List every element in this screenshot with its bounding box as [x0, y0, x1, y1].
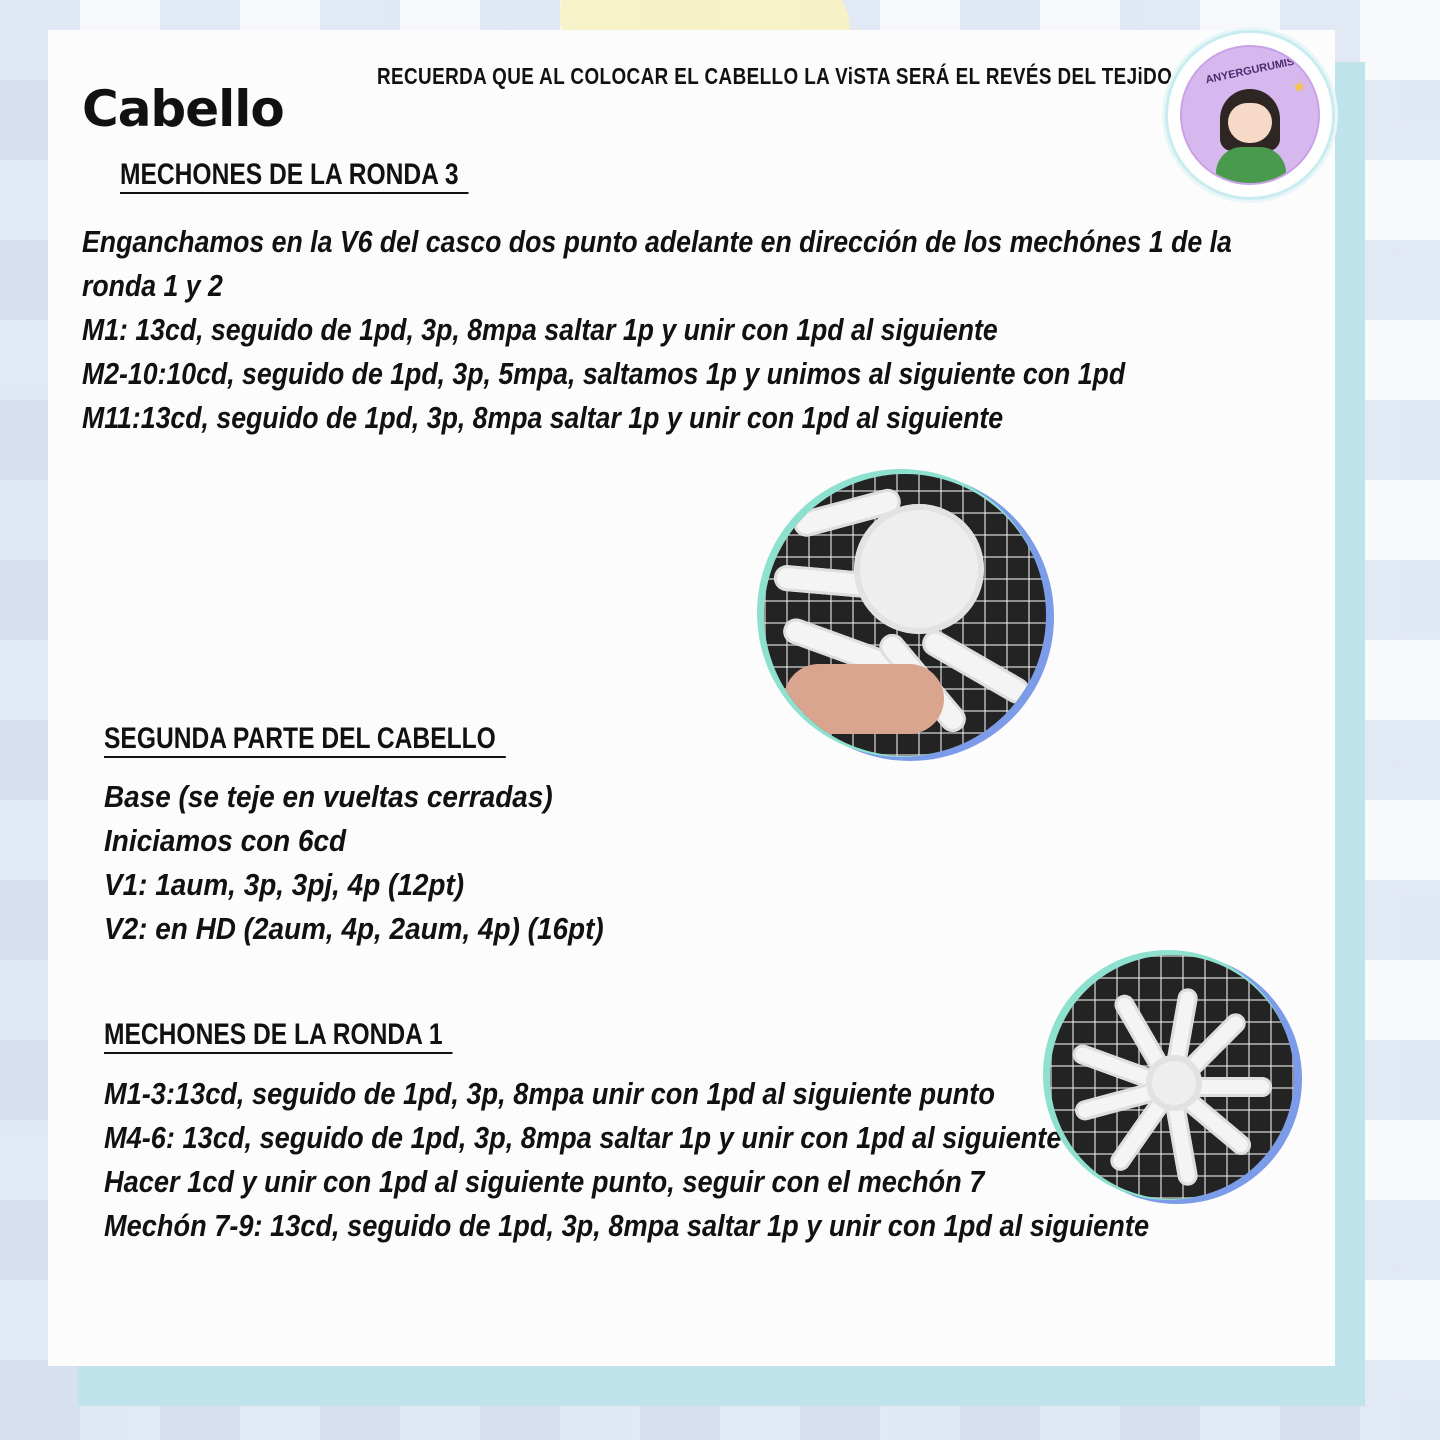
text-line: M1: 13cd, seguido de 1pd, 3p, 8mpa saltar 1p y unir con 1pd al siguiente: [82, 312, 998, 347]
section-heading-segunda-parte: SEGUNDA PARTE DEL CABELLO: [104, 722, 506, 758]
text-line: M4-6: 13cd, seguido de 1pd, 3p, 8mpa saltar 1p y unir con 1pd al siguiente: [104, 1120, 1062, 1155]
section-heading-ronda-3: MECHONES DE LA RONDA 3: [120, 158, 468, 194]
finger-shape: [784, 664, 944, 734]
text-line: M1-3:13cd, seguido de 1pd, 3p, 8mpa unir con 1pd al siguiente punto: [104, 1076, 995, 1111]
text-line: Iniciamos con 6cd: [104, 823, 347, 858]
text-line: Mechón 7-9: 13cd, seguido de 1pd, 3p, 8mpa saltar 1p y unir con 1pd al siguiente: [104, 1208, 1150, 1243]
text-line: V1: 1aum, 3p, 3pj, 4p (12pt): [104, 867, 465, 902]
logo-shirt: [1216, 147, 1286, 185]
section-ronda-1-text: [104, 1072, 1149, 1248]
logo-face: [1228, 103, 1272, 143]
text-line: V2: en HD (2aum, 4p, 2aum, 4p) (16pt): [104, 911, 604, 946]
logo-badge: [1180, 45, 1320, 185]
crochet-base: [854, 504, 984, 634]
section-ronda-3-text: [82, 220, 1232, 440]
text-line: M2-10:10cd, seguido de 1pd, 3p, 5mpa, saltamos 1p y unimos al siguiente con 1pd: [82, 356, 1126, 391]
brand-logo: [1168, 33, 1332, 197]
reminder-note: RECUERDA QUE AL COLOCAR EL CABELLO LA ViSTA SERÁ EL REVÉS DEL TEJiDO: [377, 63, 1173, 89]
text-line: Base (se teje en vueltas cerradas): [104, 779, 553, 814]
page-title: Cabello: [82, 80, 284, 138]
text-line: Enganchamos en la V6 del casco dos punto adelante en dirección de los mechónes 1 de la: [82, 224, 1232, 259]
crochet-photo-round-1: [1050, 955, 1294, 1199]
logo-brand-text: ANYERGURUMIS: [1204, 55, 1296, 87]
star-icon: ★: [1292, 77, 1307, 96]
text-line: ronda 1 y 2: [82, 268, 223, 303]
text-line: Hacer 1cd y unir con 1pd al siguiente punto, seguir con el mechón 7: [104, 1164, 985, 1199]
section-heading-ronda-1: MECHONES DE LA RONDA 1: [104, 1018, 452, 1054]
crochet-photo-round-3: [764, 474, 1046, 756]
section-segunda-parte-text: [104, 775, 604, 951]
text-line: M11:13cd, seguido de 1pd, 3p, 8mpa saltar 1p y unir con 1pd al siguiente: [82, 400, 1004, 435]
crochet-base: [1146, 1055, 1202, 1111]
